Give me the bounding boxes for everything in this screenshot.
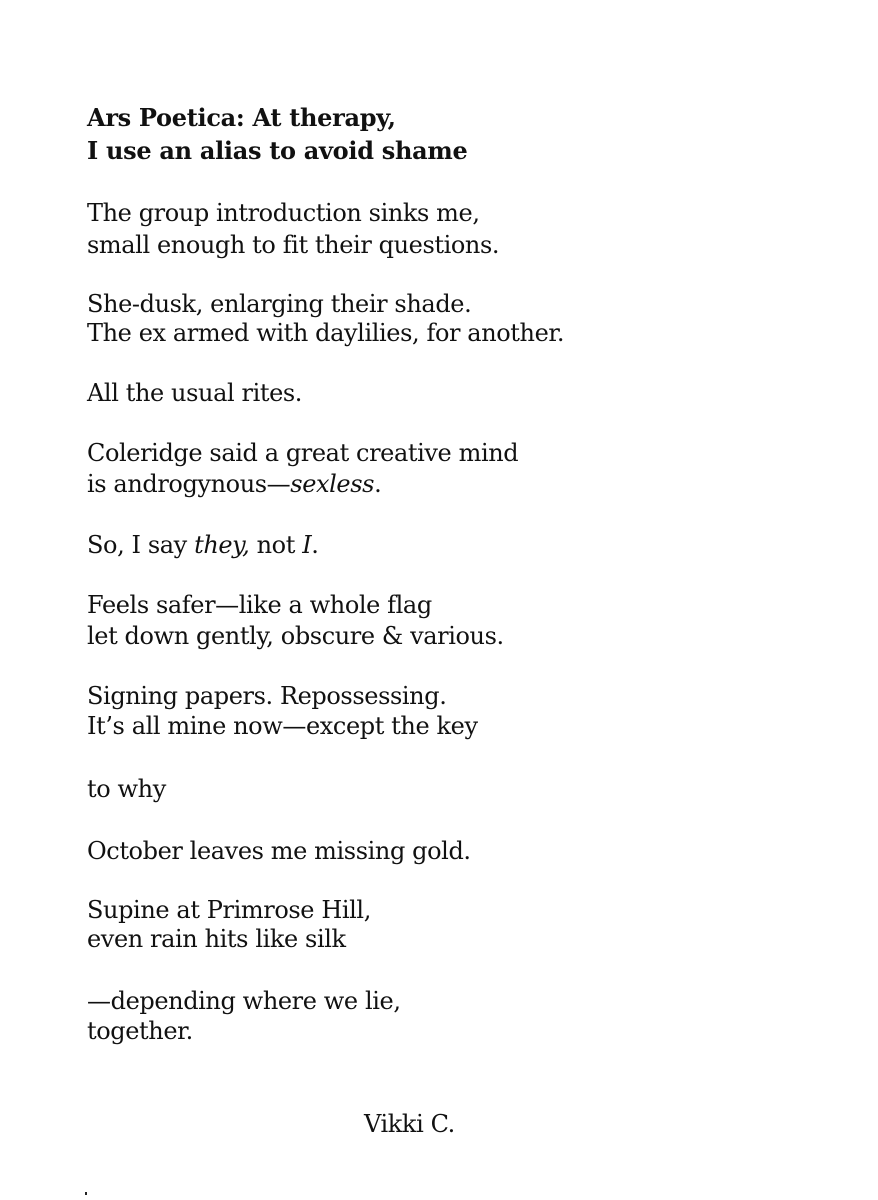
poem-line: [87, 468, 381, 500]
poem-line: Signing papers. Repossessing.: [87, 682, 447, 710]
poem-fragment: is androgynous—: [87, 470, 291, 498]
poem-line: together.: [87, 1017, 193, 1045]
poem-line: It’s all mine now—except the key: [87, 712, 478, 740]
poem-line: to why: [87, 775, 166, 803]
author-signature: Vikki C.: [364, 1110, 455, 1138]
title-line-1: Ars Poetica: At therapy,: [87, 103, 396, 132]
page-mark: [85, 1192, 87, 1195]
poem-line: even rain hits like silk: [87, 925, 346, 953]
poem-line: [87, 529, 319, 561]
poem-line: small enough to fit their questions.: [87, 231, 500, 259]
poem-fragment: .: [311, 531, 319, 559]
poem-line: All the usual rites.: [87, 379, 303, 407]
poem-line: The group introduction sinks me,: [87, 199, 480, 227]
poem-line: The ex armed with daylilies, for another.: [87, 319, 565, 347]
poem-fragment-italic: sexless: [290, 470, 375, 498]
poem-line: —depending where we lie,: [87, 987, 401, 1015]
poem-fragment: So, I say: [87, 531, 195, 559]
poem-line: Supine at Primrose Hill,: [87, 896, 371, 924]
poem-title: [87, 101, 467, 167]
title-line-2: I use an alias to avoid shame: [87, 136, 468, 165]
poem-fragment-italic: I: [302, 531, 312, 559]
poem-line: let down gently, obscure & various.: [87, 622, 504, 650]
poem-line: Feels safer—like a whole flag: [87, 591, 432, 619]
poem-line: Coleridge said a great creative mind: [87, 439, 519, 467]
poem-fragment-italic: they,: [194, 531, 250, 559]
poem-line: She-dusk, enlarging their shade.: [87, 290, 472, 318]
poem-fragment: not: [249, 531, 303, 559]
poem-fragment: .: [374, 470, 382, 498]
poem-line: October leaves me missing gold.: [87, 837, 471, 865]
